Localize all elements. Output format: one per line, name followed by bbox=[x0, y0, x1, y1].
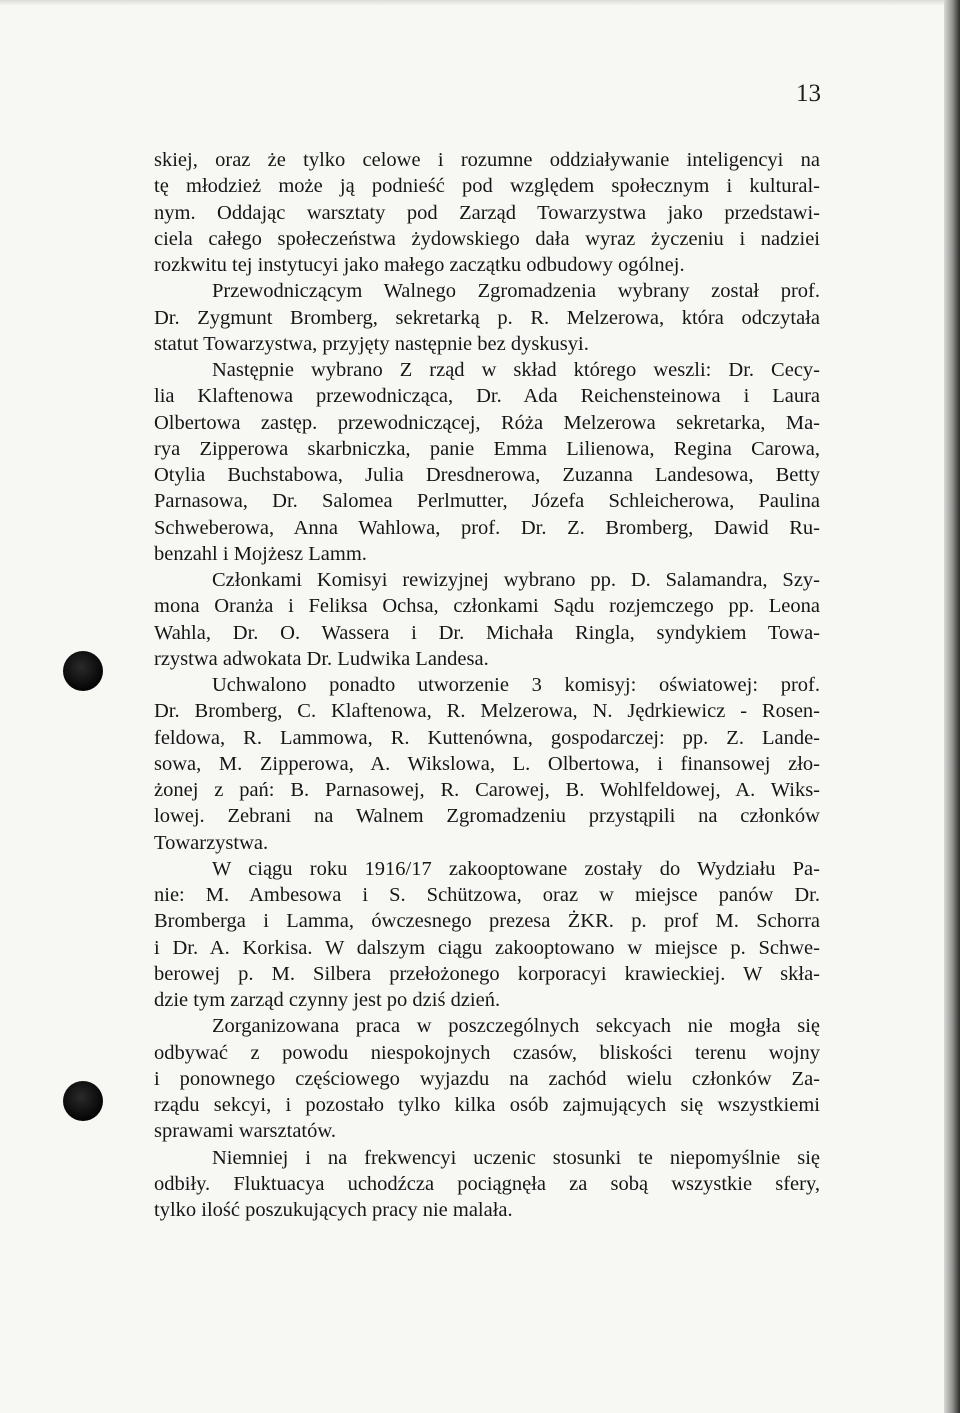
punch-hole-upper bbox=[63, 651, 103, 691]
text-line: Dr. Bromberg, C. Klaftenowa, R. Melzerowa, N. Jędrkiewicz - Rosen- bbox=[154, 700, 820, 723]
text-line: rya Zipperowa skarbniczka, panie Emma Lilienowa, Regina Carowa, bbox=[154, 437, 820, 460]
text-line: rozkwitu tej instytucyi jako małego zaczątku odbudowy ogólnej. bbox=[154, 254, 685, 276]
text-line: Następnie wybrano Z rząd w skład którego weszli: Dr. Cecy- bbox=[212, 359, 820, 381]
text-line: Wahla, Dr. O. Wassera i Dr. Michała Ringla, syndykiem Towa- bbox=[154, 621, 820, 644]
text-line: Przewodniczącym Walnego Zgromadzenia wybrany został prof. bbox=[212, 280, 820, 303]
text-line: Schweberowa, Anna Wahlowa, prof. Dr. Z. Bromberg, Dawid Ru- bbox=[154, 516, 820, 539]
text-line: Zorganizowana praca w poszczególnych sekcyach nie mogła się bbox=[212, 1015, 820, 1038]
text-line: Członkami Komisyi rewizyjnej wybrano pp. D. Salamandra, Szy- bbox=[212, 569, 820, 591]
text-line: skiej, oraz że tylko celowe i rozumne oddziaływanie inteligencyi na bbox=[154, 149, 820, 171]
text-line: nym. Oddając warsztaty pod Zarząd Towarzystwa jako przedstawi- bbox=[154, 201, 820, 224]
text-line: tę młodzież może ją podnieść pod względem społecznym i kultural- bbox=[154, 175, 820, 198]
text-line: żonej z pań: B. Parnasowej, R. Carowej, B. Wohlfeldowej, A. Wiks- bbox=[154, 779, 820, 801]
text-line: mona Oranża i Feliksa Ochsa, członkami Sądu rozjemczego pp. Leona bbox=[154, 595, 820, 618]
body-text bbox=[154, 147, 820, 1223]
text-line: Otylia Buchstabowa, Julia Dresdnerowa, Zuzanna Landesowa, Betty bbox=[154, 464, 820, 486]
text-line: rządu sekcyi, i pozostało tylko kilka osób zajmujących się wszystkiemi bbox=[154, 1094, 820, 1116]
text-line: lia Klaftenowa przewodnicząca, Dr. Ada Reichensteinowa i Laura bbox=[154, 385, 820, 408]
text-line: Uchwalono ponadto utworzenie 3 komisyj: oświatowej: prof. bbox=[212, 674, 820, 696]
text-line: W ciągu roku 1916/17 zakooptowane zostały do Wydziału Pa- bbox=[212, 857, 820, 880]
text-line: i Dr. A. Korkisa. W dalszym ciągu zakooptowano w miejsce p. Schwe- bbox=[154, 936, 820, 959]
text-line: benzahl i Mojżesz Lamm. bbox=[154, 542, 367, 565]
text-line: feldowa, R. Lammowa, R. Kuttenówna, gospodarczej: pp. Z. Lande- bbox=[154, 726, 820, 749]
text-line: nie: M. Ambesowa i S. Schützowa, oraz w miejsce panów Dr. bbox=[154, 884, 820, 906]
text-line: Niemniej i na frekwencyi uczenic stosunki te niepomyślnie się bbox=[212, 1146, 820, 1169]
text-line: Dr. Zygmunt Bromberg, sekretarką p. R. Melzerowa, która odczytała bbox=[154, 306, 820, 329]
page-edge-shadow bbox=[944, 0, 960, 1413]
text-line: Parnasowa, Dr. Salomea Perlmutter, Józefa Schleicherowa, Paulina bbox=[154, 490, 820, 513]
text-line: lowej. Zebrani na Walnem Zgromadzeniu przystąpili na członków bbox=[154, 805, 820, 828]
text-line: sprawami warsztatów. bbox=[154, 1120, 336, 1143]
page-number: 13 bbox=[796, 80, 821, 107]
text-line: Towarzystwa. bbox=[154, 831, 269, 854]
punch-hole-lower bbox=[63, 1081, 103, 1121]
text-line: ciela całego społeczeństwa żydowskiego dała wyraz życzeniu i nadziei bbox=[154, 227, 820, 250]
text-line: odbywać z powodu niespokojnych czasów, bliskości terenu wojny bbox=[154, 1041, 820, 1064]
text-line: berowej p. M. Silbera przełożonego korporacyi krawieckiej. W skła- bbox=[154, 962, 820, 985]
text-line: Bromberga i Lamma, ówczesnego prezesa ŻKR. p. prof M. Schorra bbox=[154, 910, 820, 933]
text-line: Olbertowa zastęp. przewodniczącej, Róża Melzerowa sekretarka, Ma- bbox=[154, 411, 820, 434]
text-line: odbiły. Fluktuacya uchodźcza pociągnęła za sobą wszystkie sfery, bbox=[154, 1172, 820, 1195]
text-line: rzystwa adwokata Dr. Ludwika Landesa. bbox=[154, 647, 489, 670]
text-line: i ponownego częściowego wyjazdu na zachód wielu członków Za- bbox=[154, 1067, 820, 1090]
text-line: statut Towarzystwa, przyjęty następnie bez dyskusyi. bbox=[154, 332, 589, 355]
text-line: sowa, M. Zipperowa, A. Wikslowa, L. Olbertowa, i finansowej zło- bbox=[154, 752, 820, 775]
page-top-shadow bbox=[0, 0, 960, 6]
text-line: tylko ilość poszukujących pracy nie malała. bbox=[154, 1199, 513, 1221]
text-line: dzie tym zarząd czynny jest po dziś dzień. bbox=[154, 989, 501, 1011]
